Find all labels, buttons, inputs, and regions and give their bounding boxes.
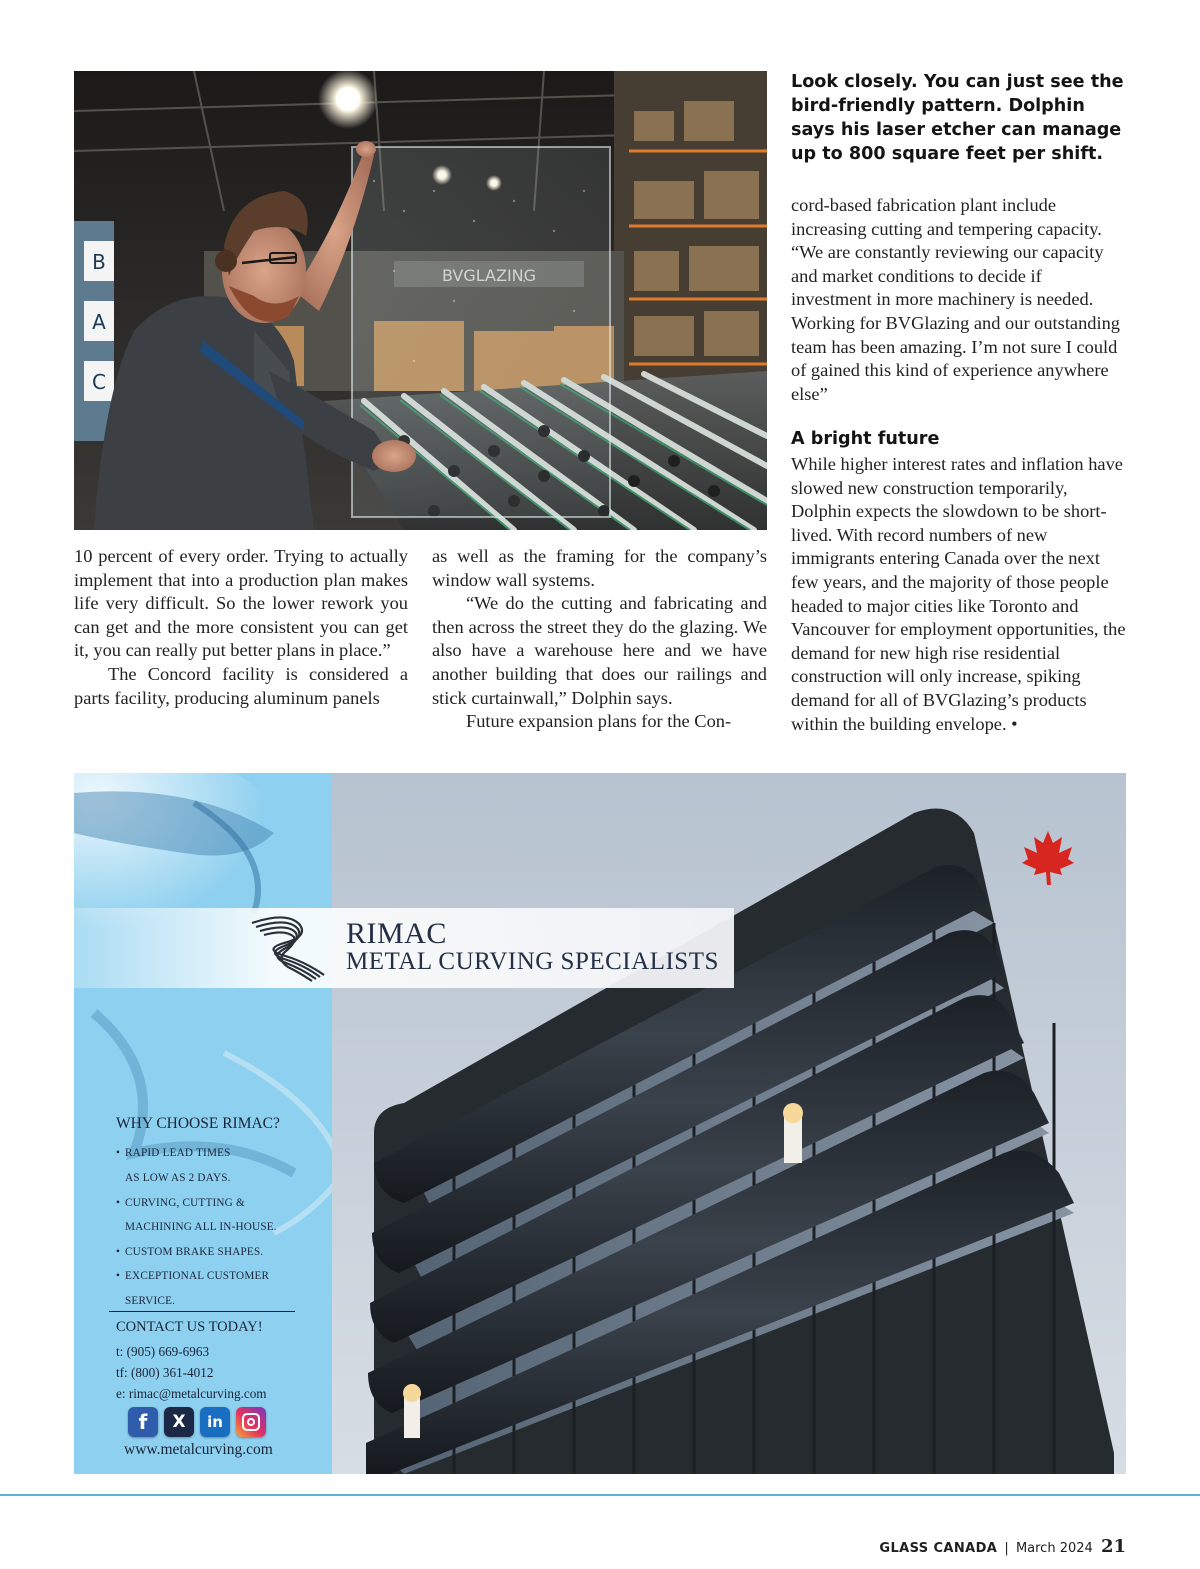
rimac-logo-icon (248, 913, 328, 983)
wall-sign-a-label: A (92, 310, 106, 334)
article-paragraph: The Concord facility is considered a parts facility, producing aluminum panels (74, 663, 408, 708)
rimac-advertisement[interactable] (74, 773, 1126, 1474)
ad-bullet: • CUSTOM BRAKE SHAPES. (116, 1246, 264, 1258)
ad-phone[interactable]: t: (905) 669-6963 (116, 1344, 210, 1359)
ad-bullet-text: EXCEPTIONAL CUSTOMER (125, 1270, 270, 1282)
factory-photo (74, 71, 767, 530)
factory-photo-art (74, 71, 767, 530)
magazine-name: GLASS CANADA (879, 1541, 998, 1556)
section-subheading: A bright future (791, 429, 940, 449)
x-icon[interactable]: X (164, 1407, 194, 1437)
ad-bullet-continued: MACHINING ALL IN-HOUSE. (125, 1221, 277, 1233)
ad-why-heading: WHY CHOOSE RIMAC? (116, 1115, 280, 1132)
instagram-icon[interactable] (236, 1407, 266, 1437)
ad-bullet-text: CURVING, CUTTING & (125, 1197, 245, 1209)
wall-sign-b-label: B (92, 250, 106, 274)
ad-bullet-continued: AS LOW AS 2 DAYS. (125, 1172, 231, 1184)
photo-caption: Look closely. You can just see the bird-friendly pattern. Dolphin says his laser etcher can manage up to 800 square feet per shift. (791, 72, 1124, 164)
article-paragraph: 10 percent of every order. Trying to actually implement that into a production plan makes life very difficult. So the lower rework you can get and the more consistent you can get it, you can really put better plans in place.” (74, 546, 408, 661)
footer-separator: | (1004, 1541, 1009, 1556)
article-paragraph: “We do the cutting and fabricating and then across the street they do the glazing. We also have a warehouse here and we have another building that does our railings and stick curtainwall,” Dolphin says. (432, 593, 767, 708)
ad-divider (109, 1311, 295, 1312)
wall-sign-c-label: C (92, 370, 106, 394)
ad-bullet: • CURVING, CUTTING & (116, 1197, 245, 1209)
article-column-2 (432, 545, 767, 734)
facebook-icon[interactable]: f (128, 1407, 158, 1437)
ad-contact-heading: CONTACT US TODAY! (116, 1319, 263, 1335)
page-footer (879, 1536, 1126, 1557)
ad-bullet: • EXCEPTIONAL CUSTOMER (116, 1270, 270, 1282)
ad-bullet-text: RAPID LEAD TIMES (125, 1147, 231, 1159)
ad-bullet: • RAPID LEAD TIMES (116, 1147, 231, 1159)
footer-rule (0, 1494, 1200, 1496)
article-paragraph: Future expansion plans for the Con- (466, 711, 732, 732)
article-paragraph: as well as the framing for the company’s window wall systems. (432, 546, 767, 590)
ad-tollfree[interactable]: tf: (800) 361-4012 (116, 1365, 214, 1380)
ad-bullet-continued: SERVICE. (125, 1295, 176, 1307)
ad-website-link[interactable]: www.metalcurving.com (124, 1441, 273, 1458)
ad-bullet-text: CUSTOM BRAKE SHAPES. (125, 1246, 264, 1258)
article-column-3 (791, 194, 1126, 406)
ad-email[interactable]: e: rimac@metalcurving.com (116, 1386, 267, 1401)
article-column-1 (74, 545, 408, 710)
article-paragraph: While higher interest rates and inflation have slowed new construction temporarily, Dolphin expects the slowdown to be short-lived. With record numbers of new immigrants entering Canada over the next few years, and the majority of those people headed to major cities like Toronto and Vancouver for employment opportunities, the demand for new high rise residential construction will only increase, spiking demand for all of BVGlazing’s products within the building envelope. • (791, 454, 1126, 734)
article-column-4 (791, 453, 1126, 736)
page-number: 21 (1100, 1536, 1126, 1557)
linkedin-icon[interactable]: in (200, 1407, 230, 1437)
ad-brand-tagline: METAL CURVING SPECIALISTS (346, 948, 719, 975)
article-paragraph: cord-based fabrication plant include increasing cutting and tempering capacity. “We are constantly reviewing our capacity and market conditions to decide if investment in more machinery is needed. Working for BVGlazing and our outstanding team has been amazing. I’m not sure I could of gained this kind of experience anywhere else” (791, 195, 1120, 404)
ad-brand-name: RIMAC (346, 917, 447, 950)
ad-social-links (128, 1407, 266, 1437)
issue-date: March 2024 (1015, 1541, 1093, 1556)
